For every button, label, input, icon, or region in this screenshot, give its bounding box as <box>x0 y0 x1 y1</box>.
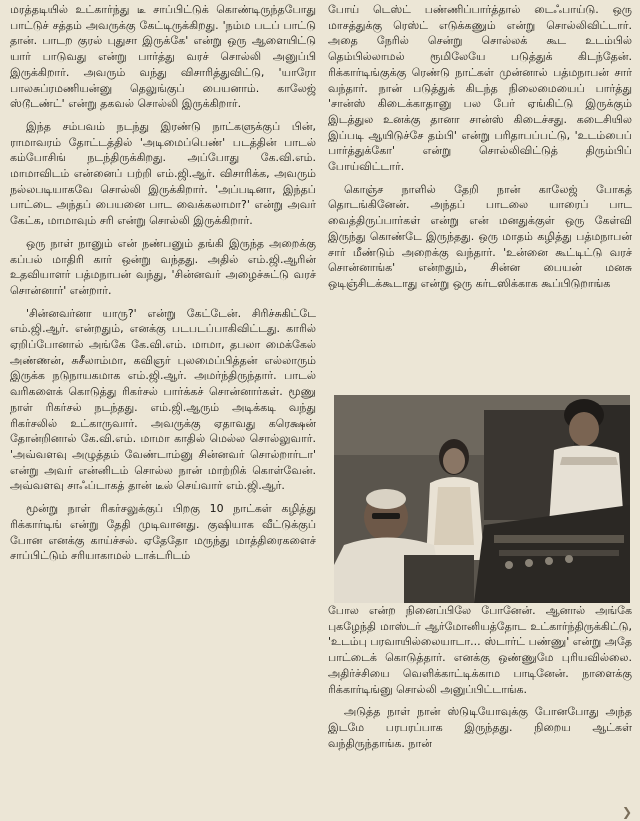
paragraph: மூன்று நாள் ரிகர்சலுக்குப் பிறகு 10 நாட்கள் கழித்து ரிக்கார்டிங் என்று தேதி முடிவானது. குஷியாக வீட்டுக்குப் போன எனக்கு காய்ச்சல். ஏதேதோ மருந்து மாத்திரைகளைச் சாப்பிட்டும் சரியாகாமல் டாக்டரிடம் <box>10 502 316 563</box>
page-curl-icon: ❯ <box>622 805 633 819</box>
paragraph: ஒரு நாள் நானும் என் நண்பனும் தங்கி இருந்த அறைக்கு கப்பல் மாதிரி கார் ஒன்று வந்தது. அதில் எம்.ஜி.ஆரின் உதவியாளர் பத்மநாபன் வந்து, 'சின்னவர் அழைச்சுட்டு வரச் சொன்னார்' என்றார். <box>10 236 316 297</box>
paragraph: இந்த சம்பவம் நடந்து இரண்டு நாட்களுக்குப் பின், ராமாவரம் தோட்டத்தில் 'அடிமைப்பெண்' படத்தின் பாடல் கம்போசிங் நடந்திருக்கிறது. அப்போது கே.வி.எம். மாமாவிடம் என்னைப் பற்றி எம்.ஜி.ஆர். விசாரிக்க, அவரும் நல்லபடியாகவே சொல்லி இருக்கிறார். 'அப்படினா, இந்தப் பாட்டை அந்தப் பையனை பாட வைக்கலாமா?' என்று அவர் கேட்க, மாமாவும் சரி என்று சொல்லி இருக்கிறார். <box>10 119 316 228</box>
left-column <box>10 2 316 571</box>
paragraph: போய் டெஸ்ட் பண்ணிப்பார்த்தால் டைஃபாய்டு. ஒரு மாசத்துக்கு ரெஸ்ட் எடுக்கணும் என்று சொல்லிவிட்டார். அதை நேரில் சென்று சொல்லக் கூட உடம்பில் தெம்பில்லாமல் ரூமிலேயே படுத்துக் கிடந்தேன். ரிக்கார்டிங்குக்கு ரெண்டு நாட்கள் முன்னால் பத்மநாபன் சார் வந்தார். நான் படுத்துக் கிடந்த நிலைமையைப் பார்த்து 'சான்ஸ் கிடைக்காதானு பல பேர் ஏங்கிட்டு இருக்கும் இடத்துல உனக்கு தானா சான்ஸ் கிடைச்சது. கடைசியில இப்படி ஆயிடுச்சே தம்பி' என்று பரிதாபப்பட்டு, 'உடம்பைப் பார்த்துக்கோ' என்று சொல்லிவிட்டுத் திரும்பிப் போய்விட்டார். <box>328 3 632 174</box>
paragraph: கொஞ்ச நாளில் தேறி நான் காலேஜ் போகத் தொடங்கினேன். அந்தப் பாடலை யாரைப் பாட வைத்திருப்பார்கள் என்று என் மனதுக்குள் ஒரு கேள்வி இருந்து கொண்டே இருந்தது. ஒரு மாதம் கழித்து பத்மநாபன் சார் மீண்டும் அறைக்கு வந்தார். 'உன்னை கூட்டிட்டு வரச் சொன்னாங்க' என்றதும், சின்ன பையன் மனசு ஒடிஞ்சிடக்கூடாது என்று ஒரு கர்டஸிக்காக கூப்பிடுறாங்க <box>328 182 632 290</box>
paragraph: மரத்தடியில் உட்கார்ந்து டீ சாப்பிட்டுக் கொண்டிருந்தபோது பாட்டுச் சத்தம் அவருக்கு கேட்டிருக்கிறது. 'நம்ம படப் பாட்டு தான். பாடற குரல் புதுசா இருக்கே' என்று ஒரு ஆளையிட்டு யார் பாடுவது என்று பார்த்து வரச் சொல்லி அனுப்பி இருக்கிறார். அவரும் வந்து விசாரித்துவிட்டு, 'யாரோ பாலசுப்ரமணியன்னு தெலுங்குப் பையனாம். காலேஜ் ஸ்டூடண்ட்' என்று தகவல் சொல்லி இருக்கிறார். <box>10 3 316 111</box>
recording-session-photo <box>334 395 630 603</box>
right-column-continued <box>328 603 632 758</box>
paragraph: அடுத்த நாள் நான் ஸ்டுடியோவுக்கு போனபோது அந்த இடமே பரபரப்பாக இருந்தது. நிறைய ஆட்கள் வந்திருந்தாங்க. நான் <box>328 705 632 750</box>
right-column <box>328 2 632 299</box>
paragraph: போல என்ற நினைப்பிலே போனேன். ஆனால் அங்கே புகழேந்தி மாஸ்டர் ஆர்மோனியத்தோட உட்கார்ந்திருக்கிட்டு, 'உடம்பு பரவாயில்லையாடா... ஸ்டார்ட் பண்ணு' என்று அதே பாட்டைக் கொடுத்தார். எனக்கு ஒண்ணுமே புரியவில்லை. அதிர்ச்சியை வெளிக்காட்டிக்காம பாடினேன். நாளைக்கு ரிக்கார்டிங்னு சொல்லி அனுப்பிட்டாங்க. <box>328 604 632 696</box>
paragraph: 'சின்னவர்னா யாரு?' என்று கேட்டேன். சிரிச்சுகிட்டே எம்.ஜி.ஆர். என்றதும், எனக்கு படபடப்பாகிவிட்டது. காரில் ஏறிப்போனால் அங்கே கே.வி.எம். மாமா, தபலா மைக்கேல் அண்ணன், சுசீலாம்மா, கவிஞர் புலமைப்பித்தன் எல்லாரும் இருக்க நடுநாயகமாக எம்.ஜி.ஆர். அமர்ந்திருந்தார். பாடல் வரிகளைக் கொடுத்து ரிகர்சல் பார்க்கச் சொன்னார்கள். மூணு நாள் ரிகர்சல் நடந்தது. எம்.ஜி.ஆரும் அடிக்கடி வந்து ரிகர்சலில் உட்காருவார். அவருக்கு ஏதாவது கரெக்ஷன் தோன்றினால் கே.வி.எம். மாமா காதில் மெல்ல சொல்லுவார். 'அவ்வளவு அழுத்தம் வேண்டாம்னு சின்னவர் சொல்றார்டா' என்று அவர் என்னிடம் சொல்ல நான் மாற்றிக் கொள்வேன். அவ்வளவு சாஃப்டாகத் தான் டீல் செய்வார் எம்.ஜி.ஆர். <box>10 306 316 493</box>
